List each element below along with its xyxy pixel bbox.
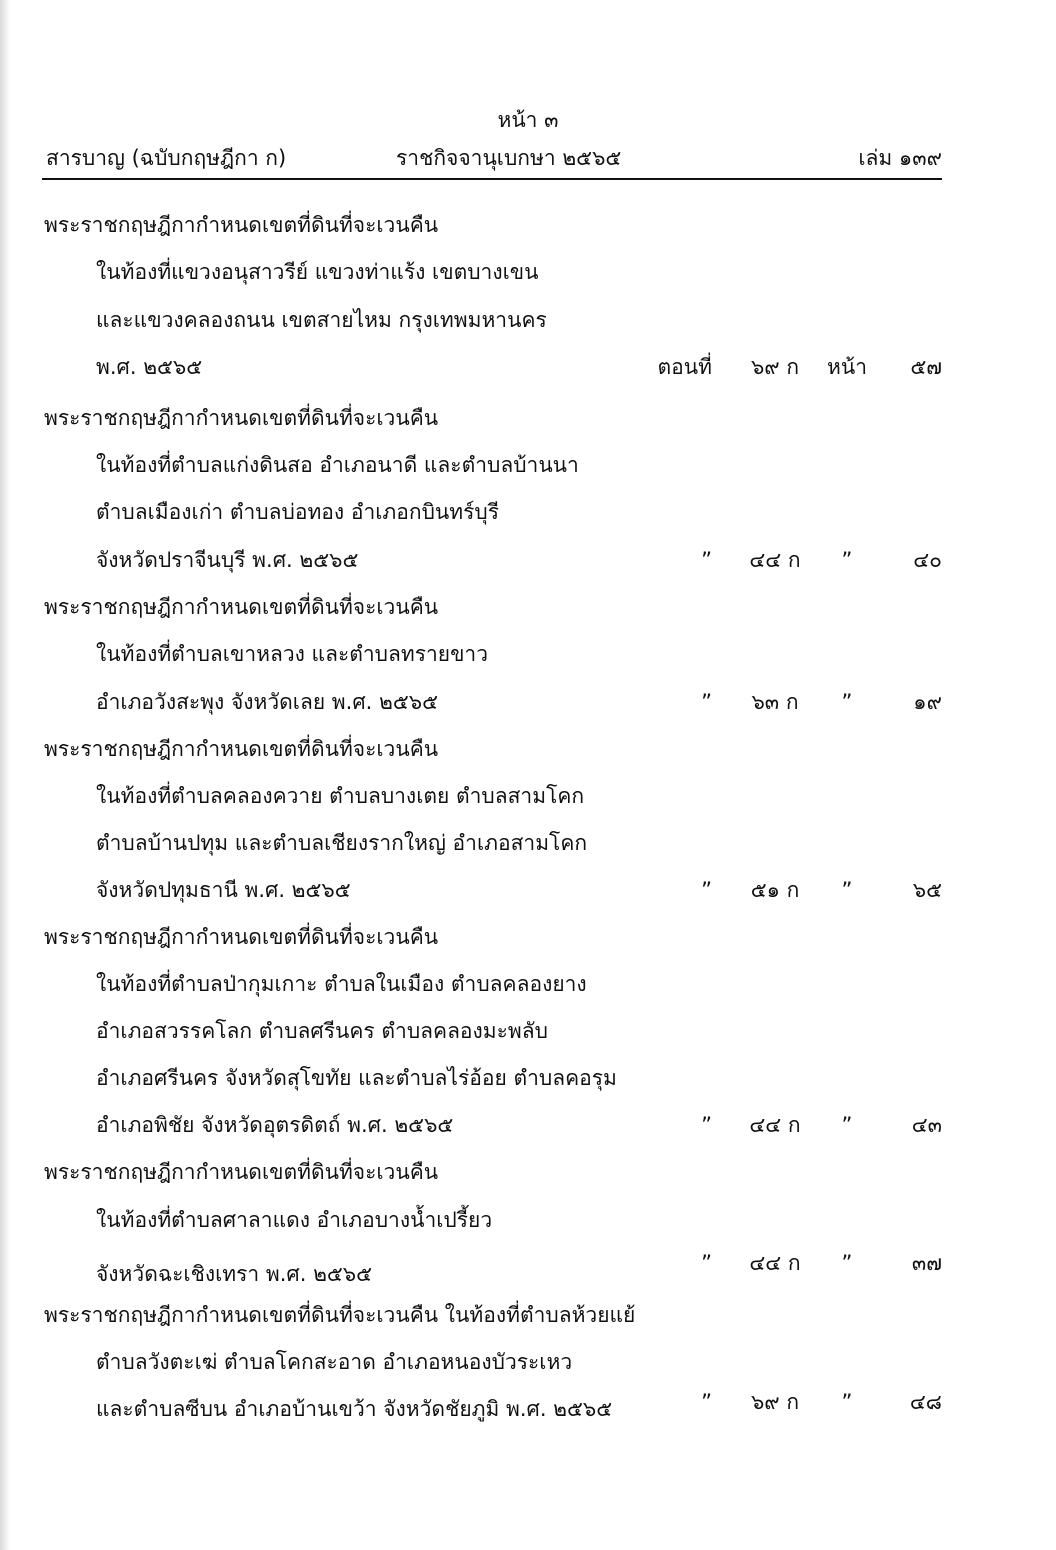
ditto-mark: ” [701,548,712,572]
entry-page-number: ๑๙ [913,690,942,714]
issue-number: ๖๙ ก [750,1390,800,1414]
entry-title: พระราชกฤษฎีกากำหนดเขตที่ดินที่จะเวนคืน [44,1160,439,1184]
page-edge-shadow [0,0,10,1550]
entry-page-number: ๓๗ [911,1251,942,1275]
ditto-mark: ” [841,1113,853,1137]
issue-number: ๔๔ ก [749,1251,801,1275]
ditto-mark: ” [701,1113,712,1137]
entry-line: ตำบลวังตะเฆ่ ตำบลโคกสะอาด อำเภอหนองบัวระเหว [96,1350,573,1374]
entry-line: จังหวัดฉะเชิงเทรา พ.ศ. ๒๕๖๕ [96,1262,373,1286]
entry-line: พ.ศ. ๒๕๖๕ [96,355,203,379]
entry-page-number: ๔๓ [911,1113,942,1137]
entry-line: ในท้องที่ตำบลศาลาแดง อำเภอบางน้ำเปรี้ยว [96,1208,493,1232]
entry-line: จังหวัดปราจีนบุรี พ.ศ. ๒๕๖๕ [96,548,359,572]
ditto-mark: ” [841,1390,853,1414]
entry-line: และแขวงคลองถนน เขตสายไหม กรุงเทพมหานคร [96,308,547,332]
ditto-mark: ” [841,690,853,714]
entry-line: ในท้องที่ตำบลคลองควาย ตำบลบางเตย ตำบลสามโคก [96,784,585,808]
ditto-mark: ” [701,1390,712,1414]
entry-line: อำเภอวังสะพุง จังหวัดเลย พ.ศ. ๒๕๖๕ [96,690,438,714]
entry-line: อำเภอสวรรคโลก ตำบลศรีนคร ตำบลคลองมะพลับ [96,1019,548,1043]
page-number: หน้า ๓ [497,108,559,132]
entry-page-number: ๖๕ [912,878,942,902]
entry-line: ตำบลเมืองเก่า ตำบลบ่อทอง อำเภอกบินทร์บุรี [96,500,499,524]
entry-title: พระราชกฤษฎีกากำหนดเขตที่ดินที่จะเวนคืน [44,595,439,619]
entry-line: จังหวัดปทุมธานี พ.ศ. ๒๕๖๕ [96,878,351,902]
entry-line: ในท้องที่ตำบลป่ากุมเกาะ ตำบลในเมือง ตำบลคลองยาง [96,972,587,996]
entry-page-number: ๔๐ [913,548,942,572]
issue-number: ๖๓ ก [751,690,799,714]
entry-line: ในท้องที่แขวงอนุสาวรีย์ แขวงท่าแร้ง เขตบางเขน [96,260,539,284]
ditto-mark: ” [841,878,853,902]
issue-number: ๕๑ ก [750,878,800,902]
ditto-mark: ” [841,548,853,572]
entry-title: พระราชกฤษฎีกากำหนดเขตที่ดินที่จะเวนคืน [44,213,439,237]
issue-number: ๔๔ ก [749,548,801,572]
issue-number: ๖๙ ก [750,355,800,379]
header-divider [42,178,942,180]
header-gazette-title: ราชกิจจานุเบกษา ๒๕๖๕ [396,146,622,170]
issue-number: ๔๔ ก [749,1113,801,1137]
entry-line: ในท้องที่ตำบลเขาหลวง และตำบลทรายขาว [96,642,489,666]
issue-label: ตอนที่ [657,355,712,379]
running-header [46,142,942,172]
entry-line: ตำบลบ้านปทุม และตำบลเชียงรากใหญ่ อำเภอสามโคก [96,831,588,855]
ditto-mark: ” [701,1251,712,1275]
entry-line: อำเภอพิชัย จังหวัดอุตรดิตถ์ พ.ศ. ๒๕๖๕ [96,1113,454,1137]
header-volume: เล่ม ๑๓๙ [858,146,942,170]
ditto-mark: ” [841,1251,853,1275]
ditto-mark: ” [701,878,712,902]
entry-title: พระราชกฤษฎีกากำหนดเขตที่ดินที่จะเวนคืน [44,406,439,430]
entry-page-number: ๔๘ [909,1390,942,1414]
entry-line: และตำบลซีบน อำเภอบ้านเขว้า จังหวัดชัยภูมิ พ.ศ. ๒๕๖๕ [96,1397,613,1421]
entry-title: พระราชกฤษฎีกากำหนดเขตที่ดินที่จะเวนคืน ในท้องที่ตำบลห้วยแย้ [44,1303,636,1327]
entry-line: ในท้องที่ตำบลแก่งดินสอ อำเภอนาดี และตำบลบ้านนา [96,453,579,477]
header-section-title: สารบาญ (ฉบับกฤษฎีกา ก) [46,146,287,170]
entry-page-number: ๕๗ [910,355,942,379]
ditto-mark: ” [701,690,712,714]
entry-title: พระราชกฤษฎีกากำหนดเขตที่ดินที่จะเวนคืน [44,737,439,761]
page-label: หน้า [827,355,867,379]
entry-title: พระราชกฤษฎีกากำหนดเขตที่ดินที่จะเวนคืน [44,925,439,949]
entry-line: อำเภอศรีนคร จังหวัดสุโขทัย และตำบลไร่อ้อย ตำบลคอรุม [96,1066,617,1090]
